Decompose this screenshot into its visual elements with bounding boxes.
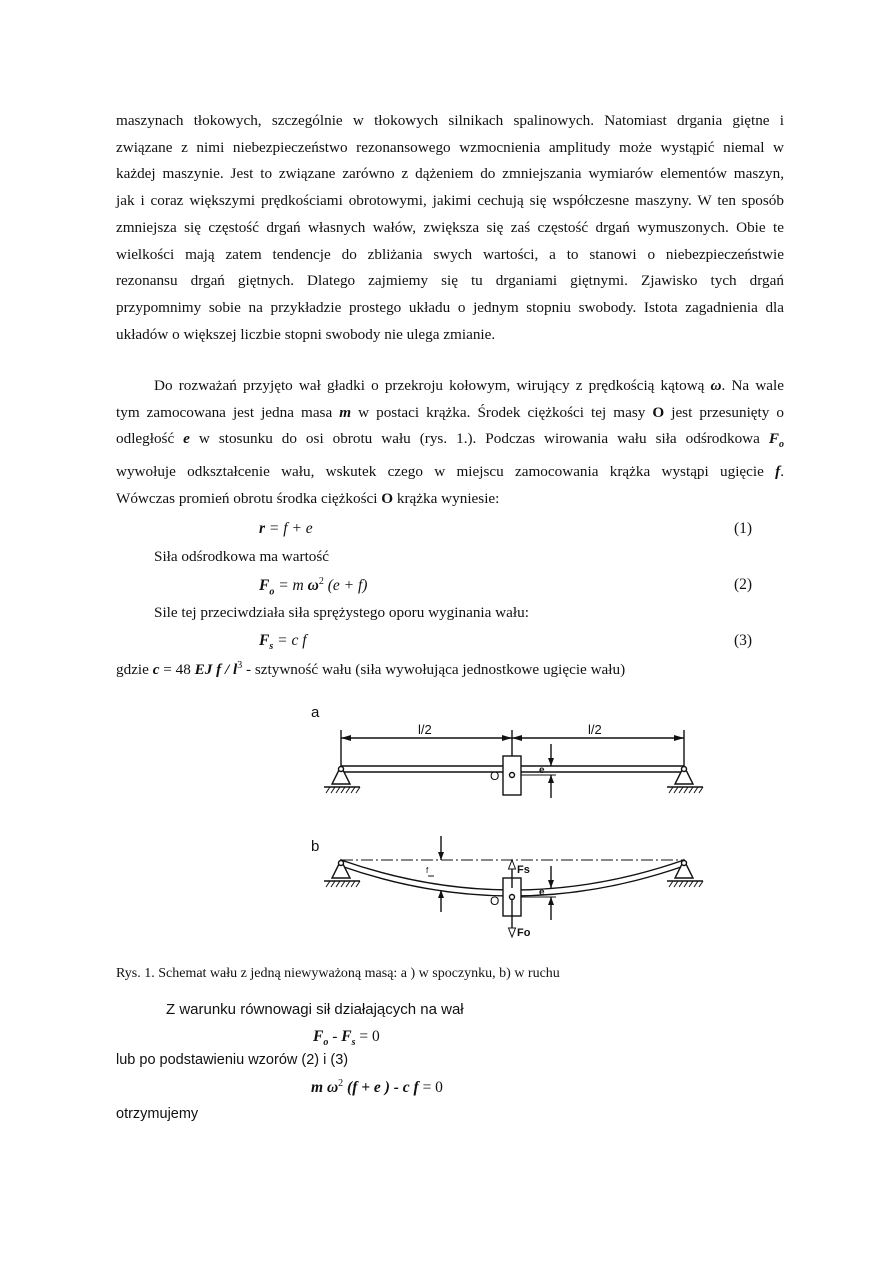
text-line: rezonansu drgań giętnych. Dlatego zajmiemy się tu drganiami giętnymi. Zjawisko tych drgań bbox=[116, 272, 784, 290]
paragraph-intro bbox=[116, 108, 784, 348]
text-obtain: otrzymujemy bbox=[116, 1106, 199, 1122]
text-line: tym zamocowana jest jedna masa m w postaci krążka. Środek ciężkości tej masy O jest przesunięty o bbox=[116, 403, 784, 421]
equation-number: (2) bbox=[734, 576, 753, 593]
equation-4: $F_o - F_s = 0$ bbox=[313, 1028, 380, 1049]
dimension-half-right: l/2 bbox=[588, 722, 602, 737]
elastic-force-label: Fs bbox=[517, 864, 530, 876]
text-line: związane z nimi niebezpieczeństwo rezonansowego wzmocnienia amplitudy może wystąpić niemal w bbox=[116, 138, 784, 156]
equation-1: r = f + e bbox=[259, 520, 313, 537]
center-of-mass-label: O bbox=[490, 894, 500, 908]
text-line: Wówczas promień obrotu środka ciężkości O krążka wyniesie: bbox=[116, 489, 500, 507]
centrifugal-force-label: Fo bbox=[517, 927, 531, 939]
text-line: przypomnimy sobie na przykładzie prostego układu o jednym stopniu swobody. Istota zagadnienia dla bbox=[116, 298, 784, 316]
text-centrifugal: Siła odśrodkowa ma wartość bbox=[154, 548, 330, 565]
dimension-half-left: l/2 bbox=[418, 722, 432, 737]
center-of-mass-label: O bbox=[490, 769, 500, 783]
text-line: układów o większej liczbie stopni swobody nie ulega zmianie. bbox=[116, 325, 496, 343]
shaft-diagram bbox=[0, 690, 893, 950]
text-elastic-resistance: Sile tej przeciwdziała siła sprężystego oporu wyginania wału: bbox=[154, 604, 529, 621]
text-line: każdej maszynie. Jest to związane zarówno z dążeniem do zmniejszania wymiarów elementów maszyn, bbox=[116, 165, 784, 183]
text-line: odległość e w stosunku do osi obrotu wału (rys. 1.). Podczas wirowania wału siła odśrodkowa $F_o$ bbox=[116, 430, 784, 451]
text-equilibrium: Z warunku równowagi sił działających na wał bbox=[166, 1001, 464, 1018]
text-substitution: lub po podstawieniu wzorów (2) i (3) bbox=[116, 1052, 349, 1068]
eccentricity-label: e bbox=[539, 887, 545, 898]
figure-label-a: a bbox=[311, 704, 320, 721]
text-line: jak i coraz większymi prędkościami obrotowymi, jakimi cechują się współczesne maszyny. W ten sposób bbox=[116, 192, 784, 210]
equation-2: $F_o = m$ $\omega^2$ (e + f) bbox=[259, 576, 368, 598]
text-stiffness: gdzie c = 48 EJ f / $l^3$ - sztywność wału (siła wywołująca jednostkowe ugięcie wału) bbox=[116, 660, 626, 679]
figure-caption: Rys. 1. Schemat wału z jedną niewyważoną masą: a ) w spoczynku, b) w ruchu bbox=[116, 966, 560, 981]
text-line: wywołuje odkształcenie wału, wskutek czego w miejscu zamocowania krążka wystąpi ugięcie f. bbox=[116, 463, 784, 481]
text-line: Do rozważań przyjęto wał gładki o przekroju kołowym, wirujący z prędkością kątową ω. Na wale bbox=[154, 377, 784, 394]
text-line: zmniejsza się częstość drgań własnych wałów, zwiększa się zaś częstość drgań wymuszonych. Obie te bbox=[116, 218, 784, 236]
equation-3: $F_s = c$ f bbox=[259, 632, 307, 653]
equation-number: (3) bbox=[734, 632, 753, 649]
equation-5: m $\omega^2$ (f + e ) - c f = 0 bbox=[311, 1078, 443, 1097]
paragraph-assumptions bbox=[116, 373, 784, 513]
equation-number: (1) bbox=[734, 520, 753, 537]
text-line: wielkości mają zatem tendencje do zbliżania swych wartości, a to stanowi o niebezpieczeństwie bbox=[116, 245, 784, 263]
eccentricity-label: e bbox=[539, 765, 545, 776]
deflection-label: f bbox=[426, 866, 429, 875]
figure-label-b: b bbox=[311, 838, 320, 855]
text-line: maszynach tłokowych, szczególnie w tłokowych silnikach spalinowych. Natomiast drgania giętne i bbox=[116, 112, 784, 129]
